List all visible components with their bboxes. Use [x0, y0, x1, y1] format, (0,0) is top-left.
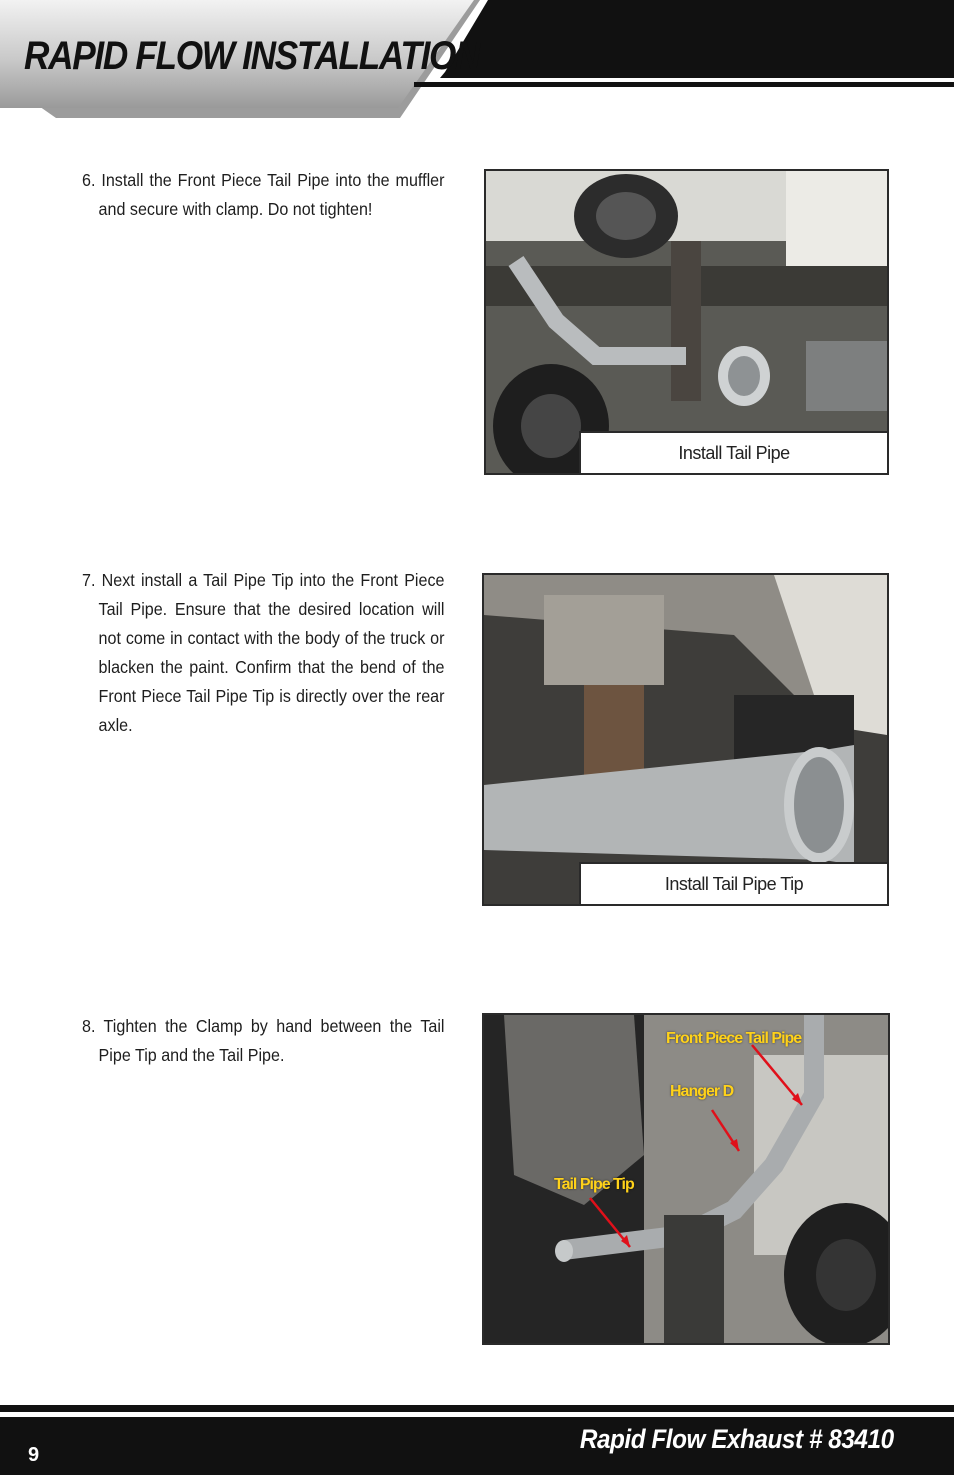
step-8-text: 8. Tighten the Clamp by hand between the Tail Pipe Tip and the Tail Pipe. [82, 1016, 445, 1065]
annotation-front-piece-tail-pipe: Front Piece Tail Pipe [666, 1030, 802, 1047]
step-7-caption: Install Tail Pipe Tip [579, 862, 887, 904]
step-7-text: 7. Next install a Tail Pipe Tip into the Front Piece Tail Pipe. Ensure that the desired location will not come in contact with the body of the truck or blacken the paint. Confirm that the bend of the Front Piece Tail Pipe Tip is directly over the rear axle. [82, 570, 445, 735]
step-8-photo [482, 1013, 890, 1345]
footer-title: Rapid Flow Exhaust # 83410 [580, 1424, 894, 1454]
step-6-text: 6. Install the Front Piece Tail Pipe into the muffler and secure with clamp. Do not tighten! [82, 170, 445, 219]
page-number: 9 [28, 1444, 40, 1466]
step-7-photo [482, 573, 889, 906]
tail-pipe-install-image [486, 171, 887, 473]
annotation-hanger-d: Hanger D [670, 1083, 734, 1100]
annotation-tail-pipe-tip: Tail Pipe Tip [554, 1176, 634, 1193]
clamp-tighten-image [484, 1015, 888, 1343]
page-header [0, 0, 954, 130]
step-6-photo [484, 169, 889, 475]
tail-pipe-tip-image [484, 575, 887, 904]
step-6-caption: Install Tail Pipe [579, 431, 887, 473]
page-title: RAPID FLOW INSTALLATION [24, 34, 480, 78]
